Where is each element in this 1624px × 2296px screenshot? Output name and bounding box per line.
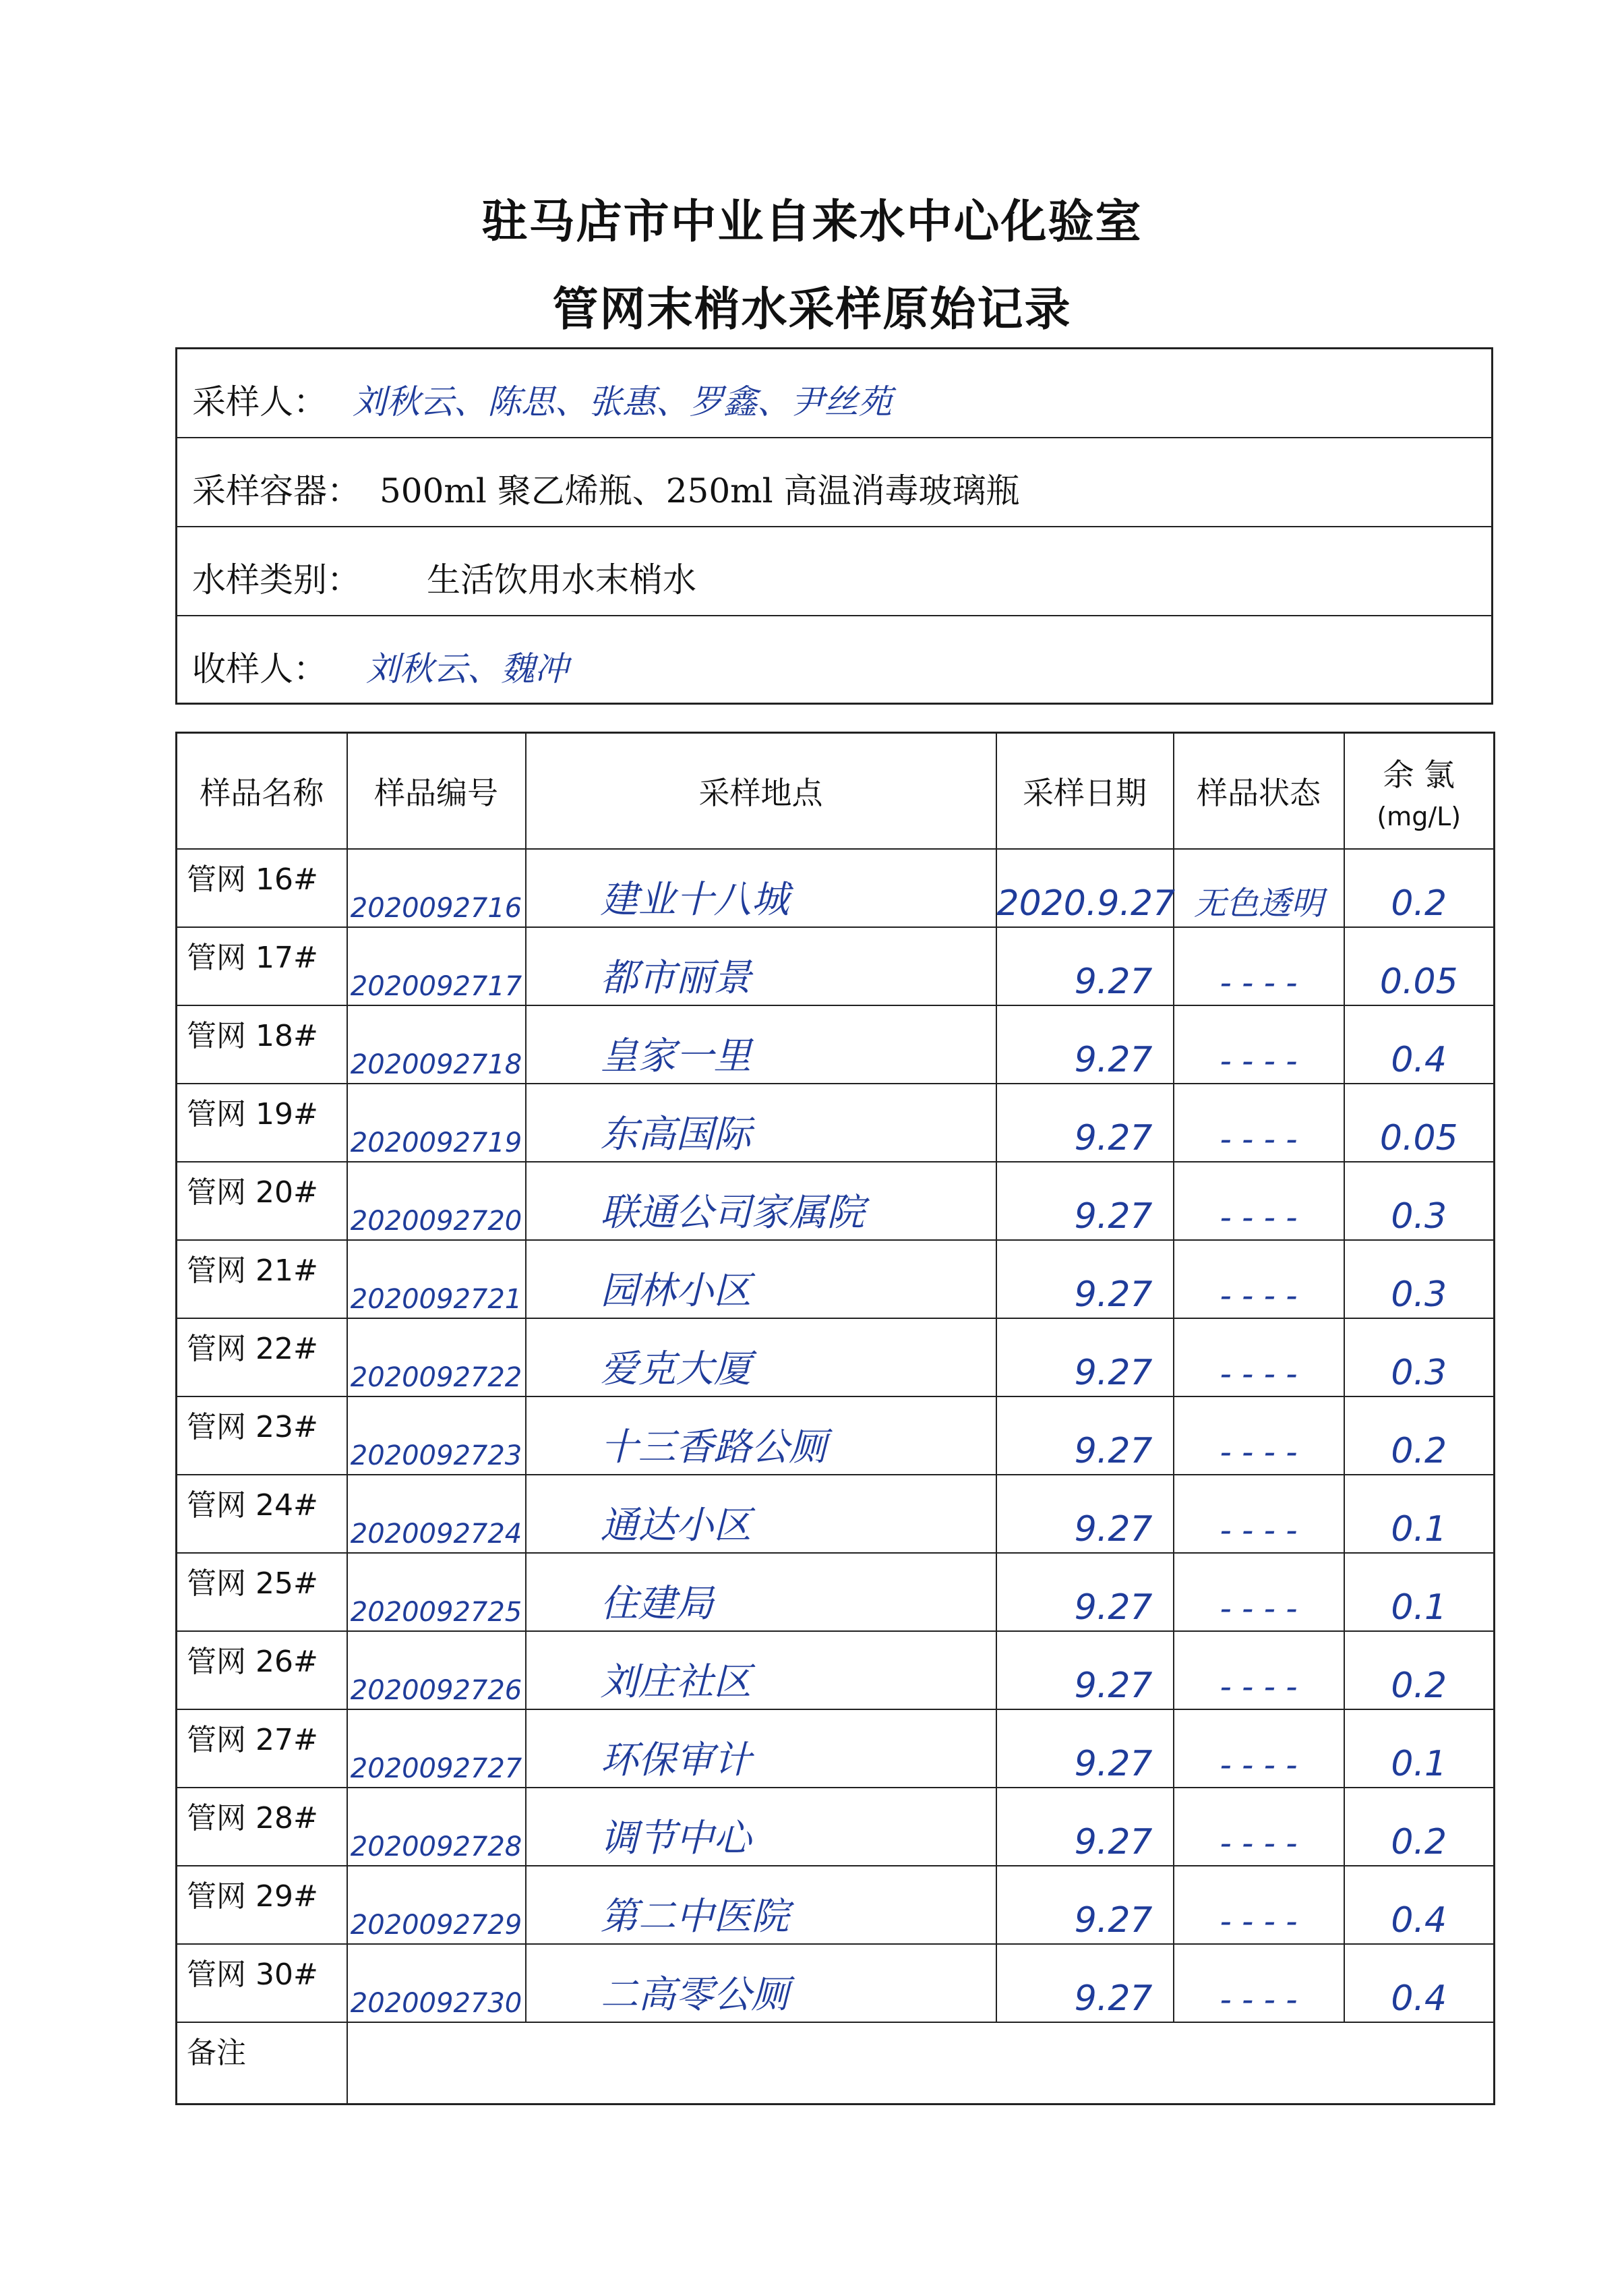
sample-code: 2020092724 — [350, 1518, 522, 1550]
residual-chlorine: 0.4 — [1391, 1900, 1447, 1941]
sample-code-cell — [347, 1318, 526, 1396]
sample-code-cell — [347, 1475, 526, 1553]
sample-location-cell — [526, 849, 996, 927]
sample-location: 园林小区 — [600, 1268, 752, 1313]
table-row — [177, 1788, 1495, 1866]
sample-code-cell — [347, 1788, 526, 1866]
category-value: 生活饮用水末梢水 — [427, 560, 696, 599]
sample-state: - - - - — [1220, 1042, 1298, 1080]
container-label: 采样容器： — [192, 471, 361, 510]
sample-state-cell — [1174, 1084, 1344, 1162]
container-row — [177, 438, 1491, 527]
sample-code-cell — [347, 849, 526, 927]
sample-date-cell — [996, 1162, 1174, 1240]
sample-name-cell — [177, 1631, 347, 1709]
sample-date-cell — [996, 1709, 1174, 1788]
sample-state-cell — [1174, 1005, 1344, 1084]
sample-state-cell — [1174, 849, 1344, 927]
sample-name: 管网 30# — [187, 1957, 318, 1992]
sample-state: - - - - — [1220, 1276, 1298, 1315]
table-header-row — [177, 733, 1495, 849]
sample-state: - - - - — [1220, 1198, 1298, 1237]
sample-name: 管网 28# — [187, 1800, 318, 1835]
sample-location: 二高零公厕 — [600, 1972, 789, 2017]
sample-name: 管网 17# — [187, 940, 318, 975]
sample-name: 管网 27# — [187, 1722, 318, 1757]
receiver-value: 刘秋云、魏冲 — [366, 649, 568, 688]
sample-code-cell — [347, 1553, 526, 1631]
sample-location-cell — [526, 1553, 996, 1631]
sample-name-cell — [177, 1944, 347, 2022]
container-value: 500ml 聚乙烯瓶、250ml 高温消毒玻璃瓶 — [380, 471, 1020, 510]
table-row — [177, 1084, 1495, 1162]
residual-chlorine: 0.2 — [1391, 883, 1447, 924]
title-line-2: 管网末梢水采样原始记录 — [552, 283, 1072, 336]
sampler-row — [177, 349, 1491, 438]
sample-code: 2020092729 — [350, 1909, 522, 1941]
sample-location-cell — [526, 927, 996, 1005]
table-row — [177, 1396, 1495, 1475]
remark-row — [177, 2022, 1495, 2104]
sample-code: 2020092718 — [350, 1049, 522, 1080]
sample-state-cell — [1174, 1709, 1344, 1788]
sample-name-cell — [177, 927, 347, 1005]
residual-chlorine-cell — [1344, 1005, 1495, 1084]
residual-chlorine-cell — [1344, 927, 1495, 1005]
header-chlorine-label: 余 氯 — [1383, 756, 1455, 793]
sample-date: 9.27 — [1074, 1821, 1153, 1862]
sample-location: 建业十八城 — [600, 877, 789, 922]
header-chlorine — [1344, 733, 1495, 849]
sample-location-cell — [526, 1005, 996, 1084]
header-chlorine-unit: (mg/L) — [1377, 801, 1462, 831]
receiver-label: 收样人： — [192, 649, 327, 688]
sample-date-cell — [996, 927, 1174, 1005]
sample-name: 管网 19# — [187, 1096, 318, 1131]
sample-state-cell — [1174, 1631, 1344, 1709]
sample-date-cell — [996, 1318, 1174, 1396]
sample-date: 9.27 — [1074, 1352, 1153, 1393]
sample-date-cell — [996, 1631, 1174, 1709]
residual-chlorine: 0.3 — [1391, 1274, 1447, 1315]
sample-location-cell — [526, 1944, 996, 2022]
info-box — [175, 347, 1493, 705]
table-row — [177, 1318, 1495, 1396]
header-code: 样品编号 — [347, 733, 526, 849]
sample-code-cell — [347, 1084, 526, 1162]
sample-code: 2020092717 — [350, 970, 522, 1002]
residual-chlorine-cell — [1344, 1944, 1495, 2022]
sample-date: 9.27 — [1074, 1587, 1153, 1628]
sample-name-cell — [177, 1005, 347, 1084]
header-location: 采样地点 — [526, 733, 996, 849]
residual-chlorine-cell — [1344, 1788, 1495, 1866]
sample-state-cell — [1174, 927, 1344, 1005]
table-row — [177, 1240, 1495, 1318]
sample-state-cell — [1174, 1788, 1344, 1866]
sample-state: - - - - — [1220, 1980, 1298, 2019]
sample-code-cell — [347, 1866, 526, 1944]
receiver-row — [177, 616, 1491, 705]
sampler-label: 采样人： — [192, 382, 327, 421]
table-row — [177, 1944, 1495, 2022]
sample-date: 9.27 — [1074, 1665, 1153, 1706]
sample-date: 9.27 — [1074, 1978, 1153, 2019]
residual-chlorine: 0.4 — [1391, 1978, 1447, 2019]
residual-chlorine: 0.3 — [1391, 1196, 1447, 1237]
sample-date: 9.27 — [1074, 1743, 1153, 1784]
table-row — [177, 1866, 1495, 1944]
category-row — [177, 527, 1491, 616]
remark-value-cell — [347, 2022, 1495, 2104]
sample-location: 联通公司家属院 — [600, 1190, 865, 1235]
sample-date-cell — [996, 1788, 1174, 1866]
sample-code: 2020092719 — [350, 1127, 522, 1158]
sample-code: 2020092726 — [350, 1674, 522, 1706]
sample-location: 环保审计 — [600, 1738, 752, 1782]
residual-chlorine-cell — [1344, 1709, 1495, 1788]
sample-date: 9.27 — [1074, 1900, 1153, 1941]
sample-date-cell — [996, 1866, 1174, 1944]
sample-name-cell — [177, 1788, 347, 1866]
sample-date-cell — [996, 1553, 1174, 1631]
sample-state: - - - - — [1220, 1589, 1298, 1628]
sample-state-cell — [1174, 1553, 1344, 1631]
residual-chlorine-cell — [1344, 1866, 1495, 1944]
sample-state: - - - - — [1220, 1433, 1298, 1471]
residual-chlorine: 0.1 — [1391, 1743, 1447, 1784]
sample-date: 9.27 — [1074, 1196, 1153, 1237]
sample-date-cell — [996, 1005, 1174, 1084]
residual-chlorine-cell — [1344, 849, 1495, 927]
header-state: 样品状态 — [1174, 733, 1344, 849]
residual-chlorine-cell — [1344, 1084, 1495, 1162]
sample-date-cell — [996, 1944, 1174, 2022]
header-date: 采样日期 — [996, 733, 1174, 849]
sample-date: 9.27 — [1074, 1039, 1153, 1080]
sample-name-cell — [177, 1553, 347, 1631]
sample-state: - - - - — [1220, 1902, 1298, 1941]
sample-name-cell — [177, 1709, 347, 1788]
sample-code-cell — [347, 927, 526, 1005]
sample-location-cell — [526, 1788, 996, 1866]
sample-name-cell — [177, 1240, 347, 1318]
sample-state: - - - - — [1220, 1355, 1298, 1393]
sample-code-cell — [347, 1709, 526, 1788]
residual-chlorine-cell — [1344, 1631, 1495, 1709]
sample-code: 2020092720 — [350, 1205, 522, 1237]
sample-name-cell — [177, 1084, 347, 1162]
sample-state-cell — [1174, 1162, 1344, 1240]
sample-location-cell — [526, 1631, 996, 1709]
sample-state-cell — [1174, 1318, 1344, 1396]
header-name: 样品名称 — [177, 733, 347, 849]
table-row — [177, 1631, 1495, 1709]
sample-name-cell — [177, 849, 347, 927]
table-row — [177, 1553, 1495, 1631]
sample-location: 调节中心 — [600, 1816, 752, 1860]
sample-location: 第二中医院 — [600, 1894, 789, 1939]
sample-date: 9.27 — [1074, 1274, 1153, 1315]
residual-chlorine: 0.1 — [1391, 1508, 1447, 1550]
residual-chlorine: 0.1 — [1391, 1587, 1447, 1628]
sample-date-cell — [996, 1240, 1174, 1318]
table-row — [177, 927, 1495, 1005]
sample-state: - - - - — [1220, 964, 1298, 1002]
sample-name-cell — [177, 1318, 347, 1396]
sample-date-cell — [996, 849, 1174, 927]
category-label: 水样类别： — [192, 560, 361, 599]
sample-code-cell — [347, 1631, 526, 1709]
sample-name: 管网 25# — [187, 1566, 318, 1601]
sample-date: 2020.9.27 — [996, 883, 1176, 924]
residual-chlorine: 0.3 — [1391, 1352, 1447, 1393]
sample-location-cell — [526, 1475, 996, 1553]
sample-state-cell — [1174, 1240, 1344, 1318]
sample-location-cell — [526, 1709, 996, 1788]
sample-name: 管网 26# — [187, 1644, 318, 1679]
residual-chlorine-cell — [1344, 1162, 1495, 1240]
table-row — [177, 1475, 1495, 1553]
residual-chlorine: 0.05 — [1379, 961, 1458, 1002]
remark-label: 备注 — [187, 2035, 246, 2070]
sample-state: - - - - — [1220, 1511, 1298, 1550]
sample-state-cell — [1174, 1396, 1344, 1475]
sample-location-cell — [526, 1396, 996, 1475]
sample-date-cell — [996, 1475, 1174, 1553]
residual-chlorine: 0.05 — [1379, 1117, 1458, 1158]
sample-location-cell — [526, 1318, 996, 1396]
sampler-value: 刘秋云、陈思、张惠、罗鑫、尹丝苑 — [353, 382, 892, 421]
sample-location-cell — [526, 1084, 996, 1162]
sample-state: - - - - — [1220, 1746, 1298, 1784]
sample-code-cell — [347, 1944, 526, 2022]
sample-location-cell — [526, 1240, 996, 1318]
sample-code: 2020092716 — [350, 892, 522, 924]
sample-name-cell — [177, 1866, 347, 1944]
residual-chlorine: 0.2 — [1391, 1821, 1447, 1862]
sample-name: 管网 24# — [187, 1488, 318, 1523]
sample-name: 管网 29# — [187, 1879, 318, 1914]
sample-state: - - - - — [1220, 1120, 1298, 1158]
residual-chlorine-cell — [1344, 1240, 1495, 1318]
sample-name: 管网 18# — [187, 1018, 318, 1053]
sample-code-cell — [347, 1162, 526, 1240]
title-line-1: 驻马店市中业自来水中心化验室 — [481, 196, 1143, 249]
sample-code: 2020092728 — [350, 1831, 522, 1862]
sample-name-cell — [177, 1162, 347, 1240]
sample-location: 皇家一里 — [600, 1034, 752, 1078]
remark-label-cell — [177, 2022, 347, 2104]
sample-location: 爱克大厦 — [600, 1347, 752, 1391]
sample-name: 管网 23# — [187, 1409, 318, 1444]
sample-code: 2020092727 — [350, 1753, 522, 1784]
sample-date: 9.27 — [1074, 1508, 1153, 1550]
sample-location: 通达小区 — [600, 1503, 752, 1548]
sample-code-cell — [347, 1396, 526, 1475]
sample-code: 2020092723 — [350, 1440, 522, 1471]
residual-chlorine-cell — [1344, 1318, 1495, 1396]
sample-code: 2020092725 — [350, 1596, 522, 1628]
sample-date-cell — [996, 1084, 1174, 1162]
sample-state-cell — [1174, 1866, 1344, 1944]
residual-chlorine-cell — [1344, 1553, 1495, 1631]
sample-state: 无色透明 — [1193, 884, 1323, 922]
sample-code-cell — [347, 1005, 526, 1084]
sample-state-cell — [1174, 1475, 1344, 1553]
residual-chlorine-cell — [1344, 1396, 1495, 1475]
sample-location: 都市丽景 — [600, 955, 752, 1000]
sample-date: 9.27 — [1074, 1430, 1153, 1471]
table-row — [177, 849, 1495, 927]
residual-chlorine-cell — [1344, 1475, 1495, 1553]
sample-name: 管网 22# — [187, 1331, 318, 1366]
sample-code: 2020092730 — [350, 1987, 522, 2019]
sample-location: 十三香路公厕 — [600, 1425, 827, 1469]
sample-date: 9.27 — [1074, 1117, 1153, 1158]
table-row — [177, 1709, 1495, 1788]
sample-location-cell — [526, 1866, 996, 1944]
sample-code: 2020092722 — [350, 1361, 522, 1393]
sample-name: 管网 20# — [187, 1175, 318, 1210]
sample-location: 东高国际 — [600, 1112, 752, 1156]
residual-chlorine: 0.2 — [1391, 1430, 1447, 1471]
sample-location-cell — [526, 1162, 996, 1240]
sample-table — [175, 732, 1495, 2105]
table-row — [177, 1005, 1495, 1084]
sample-code-cell — [347, 1240, 526, 1318]
sample-state-cell — [1174, 1944, 1344, 2022]
table-row — [177, 1162, 1495, 1240]
sample-name-cell — [177, 1475, 347, 1553]
sample-code: 2020092721 — [350, 1283, 522, 1315]
residual-chlorine: 0.2 — [1391, 1665, 1447, 1706]
sample-name: 管网 16# — [187, 862, 318, 897]
sample-name-cell — [177, 1396, 347, 1475]
sample-state: - - - - — [1220, 1668, 1298, 1706]
residual-chlorine: 0.4 — [1391, 1039, 1447, 1080]
sample-date: 9.27 — [1074, 961, 1153, 1002]
sample-name: 管网 21# — [187, 1253, 318, 1288]
sample-location: 刘庄社区 — [600, 1659, 752, 1704]
sample-location: 住建局 — [600, 1581, 714, 1626]
sample-state: - - - - — [1220, 1824, 1298, 1862]
sample-date-cell — [996, 1396, 1174, 1475]
